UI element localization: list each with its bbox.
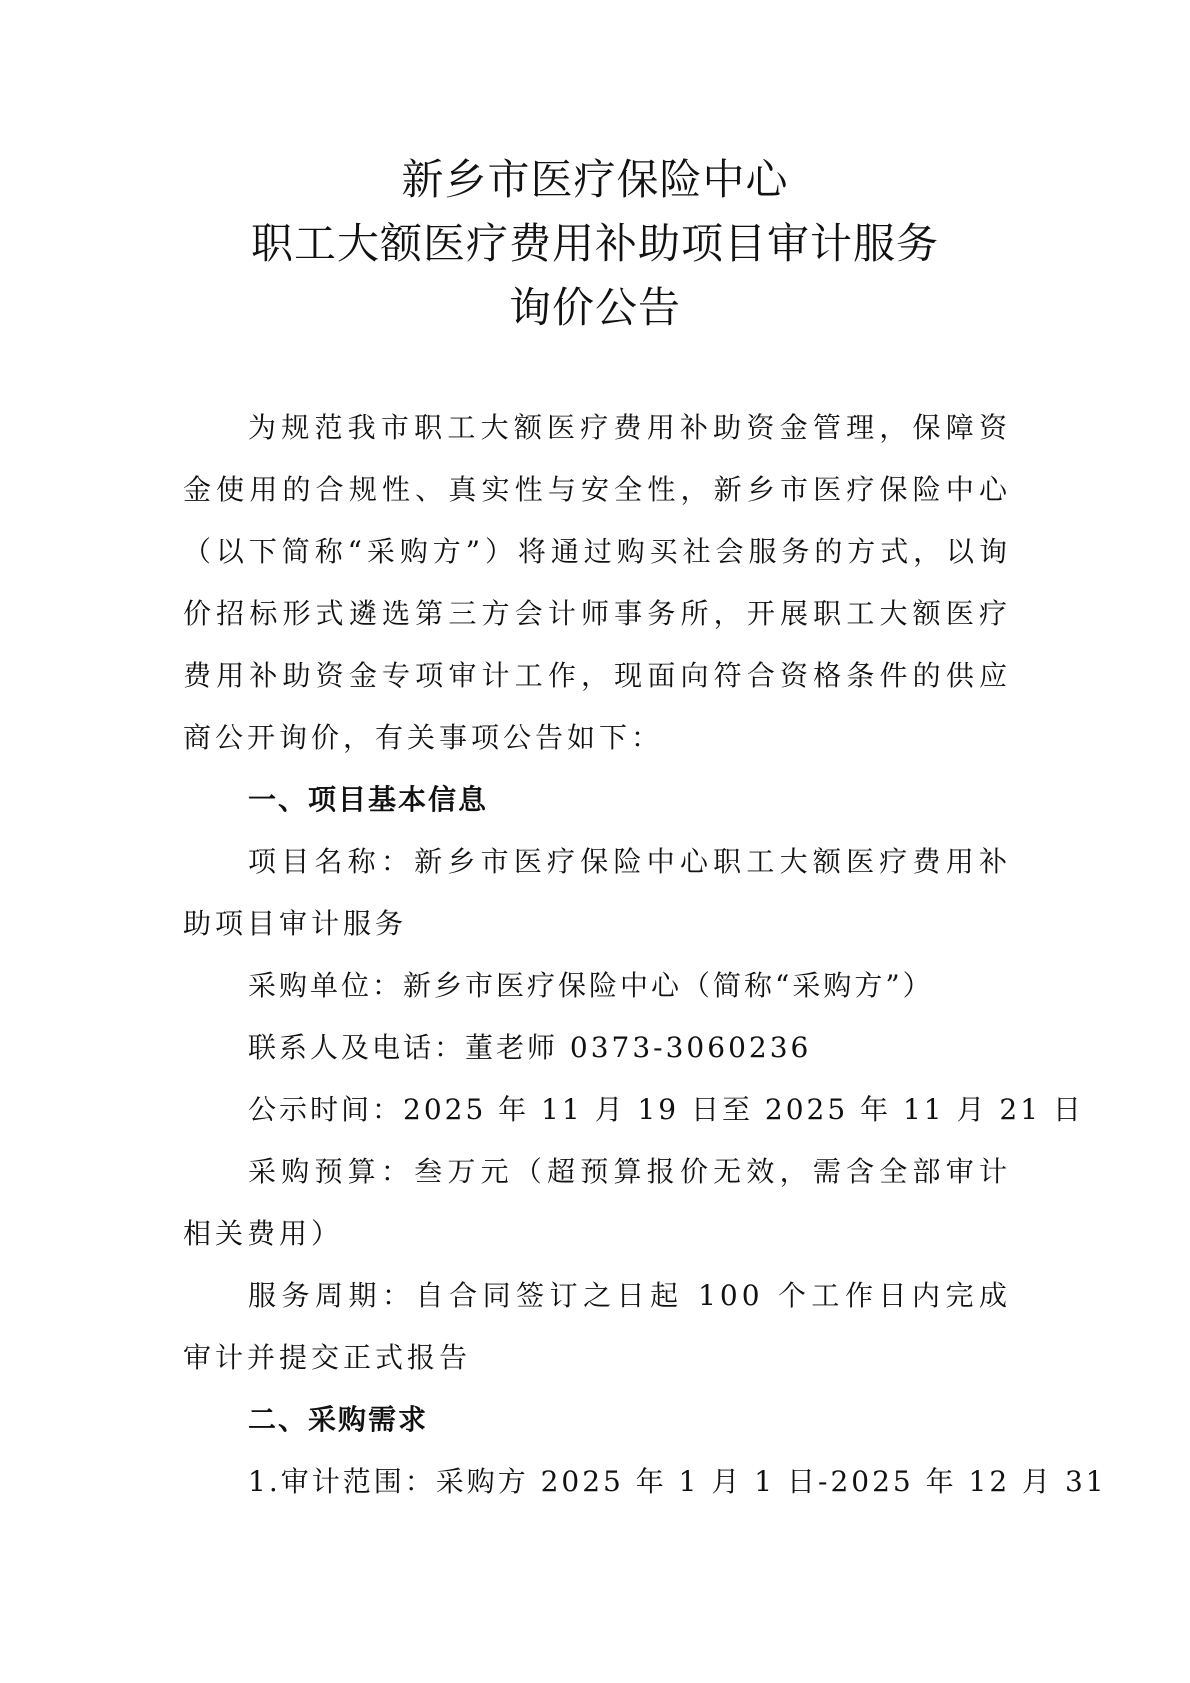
purchase-budget: 采购预算：叁万元（超预算报价无效，需含全部审计相关费用） xyxy=(183,1155,1011,1250)
title-line-3: 询价公告 xyxy=(508,283,681,332)
project-name: 项目名称：新乡市医疗保险中心职工大额医疗费用补助项目审计服务 xyxy=(183,845,1011,940)
document-body xyxy=(183,397,1107,1513)
service-period: 服务周期：自合同签订之日起 100 个工作日内完成审计并提交正式报告 xyxy=(183,1279,1011,1374)
intro-paragraph: 为规范我市职工大额医疗费用补助资金管理，保障资金使用的合规性、真实性与安全性，新乡市医疗保险中心（以下简称“采购方”）将通过购买社会服务的方式，以询价招标形式遴选第三方会计师事务所，开展职工大额医疗费用补助资金专项审计工作，现面向符合资格条件的供应商公开询价，有关事项公告如下： xyxy=(183,411,1011,754)
purchaser: 采购单位：新乡市医疗保险中心（简称“采购方”） xyxy=(248,969,934,1002)
section-1-heading: 一、项目基本信息 xyxy=(248,783,489,816)
publicity-period: 公示时间：2025 年 11 月 19 日至 2025 年 11 月 21 日 xyxy=(248,1093,1084,1126)
title-line-2: 职工大额医疗费用补助项目审计服务 xyxy=(250,219,939,268)
announcement-title xyxy=(0,148,1190,340)
audit-scope: 1.审计范围：采购方 2025 年 1 月 1 日-2025 年 12 月 31 xyxy=(248,1465,1107,1498)
title-line-1: 新乡市医疗保险中心 xyxy=(401,155,789,204)
section-2-heading: 二、采购需求 xyxy=(248,1403,429,1436)
contact-info: 联系人及电话：董老师 0373-3060236 xyxy=(248,1031,812,1064)
